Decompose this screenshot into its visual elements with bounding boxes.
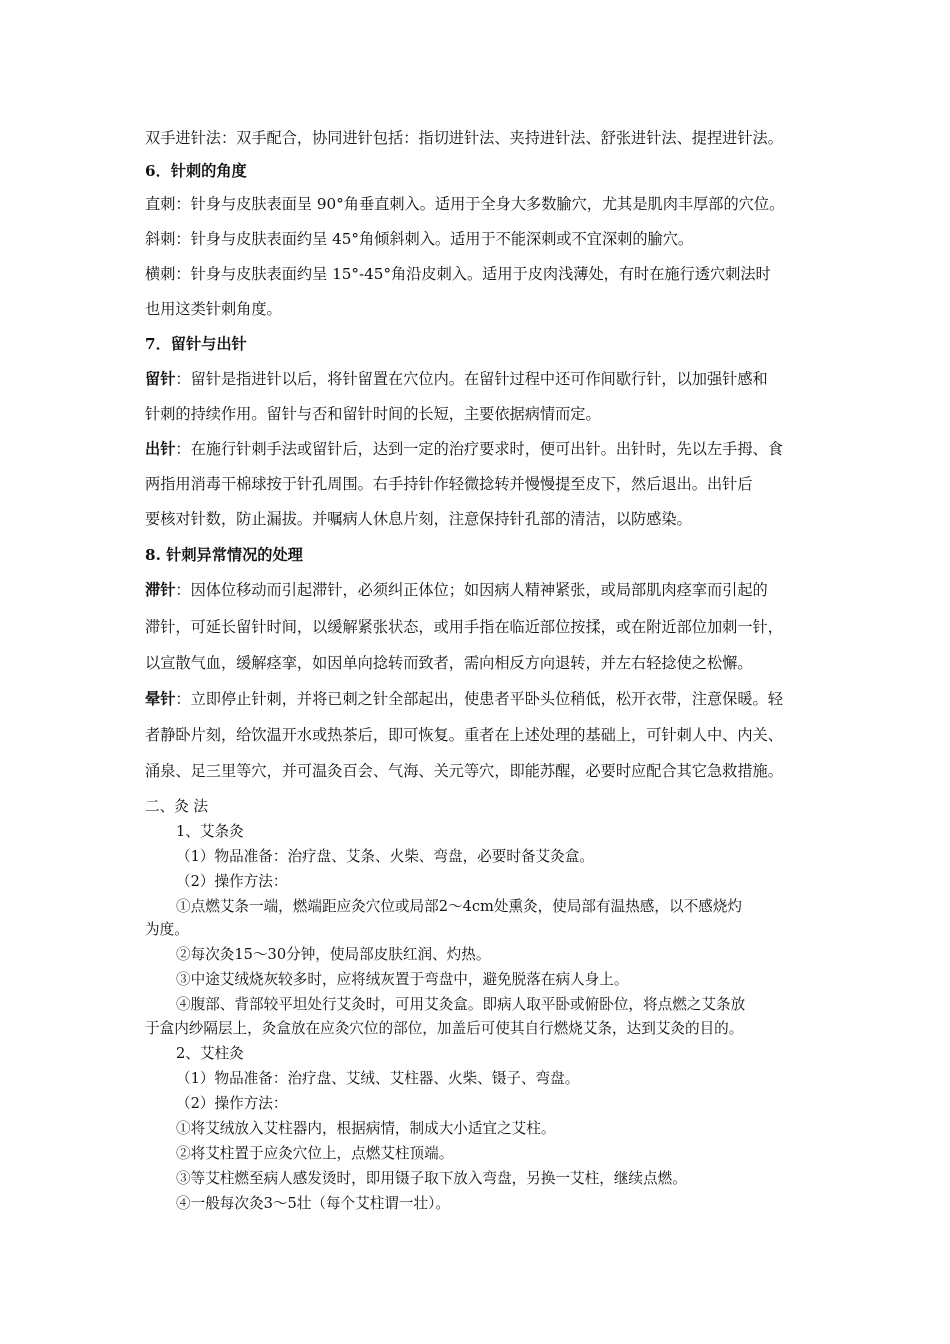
text-line: 为度。 xyxy=(145,921,189,938)
text-line: （2）操作方法： xyxy=(176,873,288,890)
section-heading-7: 7．留针与出针 xyxy=(145,335,247,353)
text-run: ：留针是指进针以后，将针留置在穴位内。在留针过程中还可作间歇行针，以加强针感和 xyxy=(175,370,768,388)
paragraph-chuzhen xyxy=(145,439,783,459)
term-label: 滞针 xyxy=(145,581,176,599)
text-line: 横刺：针身与皮肤表面约呈 15°-45°角沿皮刺入。适用于皮肉浅薄处，有时在施行透穴刺法时 xyxy=(145,265,771,283)
text-line: ②将艾柱置于应灸穴位上，点燃艾柱顶端。 xyxy=(176,1145,454,1162)
text-line: 斜刺：针身与皮肤表面约呈 45°角倾斜刺入。适用于不能深刺或不宜深刺的腧穴。 xyxy=(145,230,694,248)
section-heading-8: 8. 针刺异常情况的处理 xyxy=(145,546,303,564)
text-line: 针刺的持续作用。留针与否和留针时间的长短，主要依据病情而定。 xyxy=(145,405,601,423)
text-line: ③中途艾绒烧灰较多时，应将绒灰置于弯盘中，避免脱落在病人身上。 xyxy=(176,971,629,988)
subsection-heading: 1、艾条灸 xyxy=(176,823,244,840)
text-line: ④一般每次灸3～5壮（每个艾柱谓一壮）。 xyxy=(176,1195,450,1212)
text-line: ①将艾绒放入艾柱器内，根据病情，制成大小适宜之艾柱。 xyxy=(176,1120,556,1137)
text-line: 滞针，可延长留针时间，以缓解紧张状态，或用手指在临近部位按揉，或在附近部位加刺一针， xyxy=(145,618,783,636)
paragraph-liuzhen xyxy=(145,369,768,389)
text-line: 直刺：针身与皮肤表面呈 90°角垂直刺入。适用于全身大多数腧穴，尤其是肌肉丰厚部的穴位。 xyxy=(145,195,785,213)
text-line: 也用这类针刺角度。 xyxy=(145,300,282,318)
text-line: ①点燃艾条一端，燃端距应灸穴位或局部2～4cm处熏灸，使局部有温热感，以不感烧灼 xyxy=(176,898,742,915)
paragraph-yunzhen xyxy=(145,689,783,709)
text-line: 以宣散气血，缓解痉挛，如因单向捻转而致者，需向相反方向退转，并左右轻捻使之松懈。 xyxy=(145,654,753,672)
term-label: 晕针 xyxy=(145,690,176,708)
text-line: （2）操作方法： xyxy=(176,1095,288,1112)
text-run: ：因体位移动而引起滞针，必须纠正体位；如因病人精神紧张，或局部肌肉痉挛而引起的 xyxy=(175,581,768,599)
text-line: 者静卧片刻，给饮温开水或热茶后，即可恢复。重者在上述处理的基础上，可针刺人中、内关、 xyxy=(145,726,783,744)
text-line: ④腹部、背部较平坦处行艾灸时，可用艾灸盒。即病人取平卧或俯卧位，将点燃之艾条放 xyxy=(176,996,746,1013)
text-line: 要核对针数，防止漏拔。并嘱病人休息片刻，注意保持针孔部的清洁，以防感染。 xyxy=(145,510,692,528)
text-line: 双手进针法：双手配合，协同进针包括：指切进针法、夹持进针法、舒张进针法、提捏进针法。 xyxy=(145,129,783,147)
term-label: 留针 xyxy=(145,370,176,388)
text-run: ：在施行针刺手法或留针后，达到一定的治疗要求时，便可出针。出针时，先以左手拇、食 xyxy=(175,440,783,458)
text-line: 两指用消毒干棉球按于针孔周围。右手持针作轻微捻转并慢慢提至皮下，然后退出。出针后 xyxy=(145,475,753,493)
text-line: （1）物品准备：治疗盘、艾绒、艾柱器、火柴、镊子、弯盘。 xyxy=(176,1070,580,1087)
text-line: ③等艾柱燃至病人感发烫时，即用镊子取下放入弯盘，另换一艾柱，继续点燃。 xyxy=(176,1170,687,1187)
text-line: （1）物品准备：治疗盘、艾条、火柴、弯盘，必要时备艾灸盒。 xyxy=(176,848,594,865)
text-line: 涌泉、足三里等穴，并可温灸百会、气海、关元等穴，即能苏醒，必要时应配合其它急救措施。 xyxy=(145,762,783,780)
text-run: ：立即停止针刺，并将已刺之针全部起出，使患者平卧头位稍低，松开衣带，注意保暖。轻 xyxy=(175,690,783,708)
section-heading-6: 6．针刺的角度 xyxy=(145,162,247,180)
text-line: 于盒内纱隔层上，灸盒放在应灸穴位的部位，加盖后可使其自行燃烧艾条，达到艾灸的目的。 xyxy=(145,1020,744,1037)
text-line: ②每次灸15～30分钟，使局部皮肤红润、灼热。 xyxy=(176,946,491,963)
subsection-heading: 2、艾柱灸 xyxy=(176,1045,244,1062)
section-heading-moxibustion: 二、灸 法 xyxy=(145,798,209,815)
term-label: 出针 xyxy=(145,440,176,458)
paragraph-zhizhen xyxy=(145,580,768,600)
